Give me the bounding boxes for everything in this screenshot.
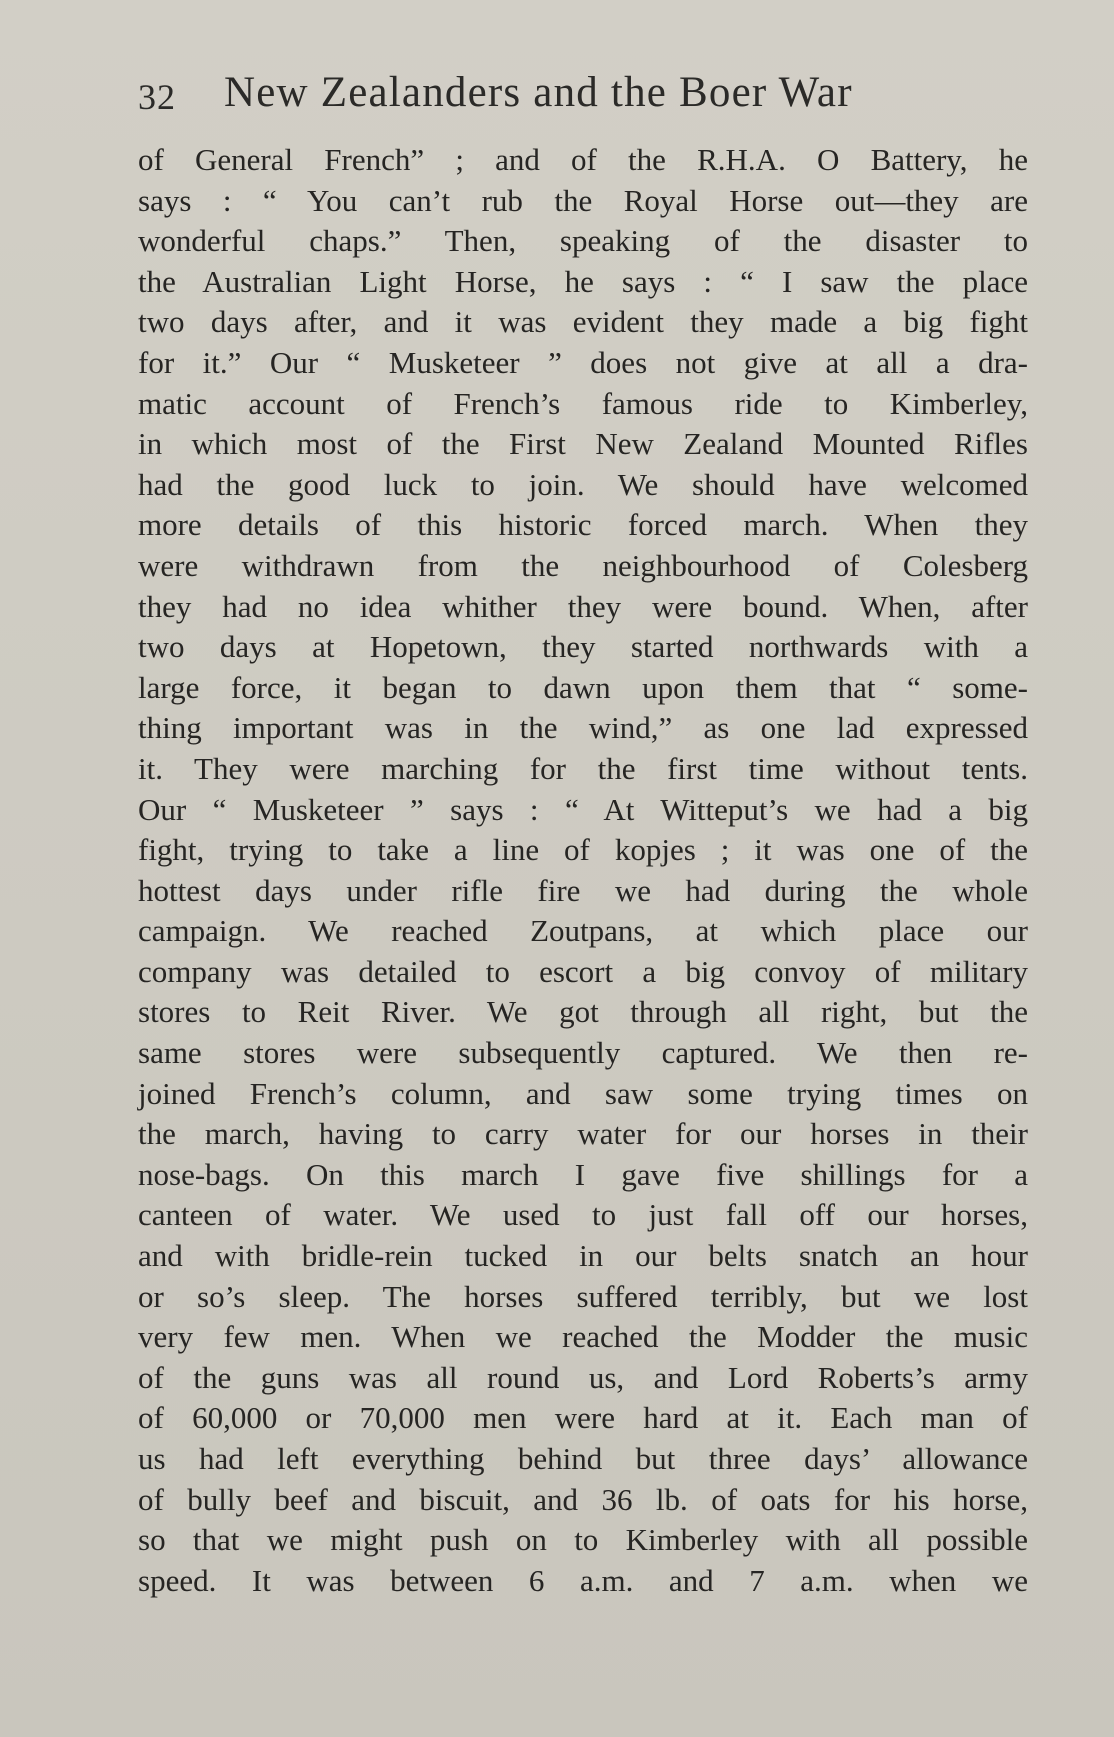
text-line: very few men. When we reached the Modder the music [138, 1319, 1028, 1355]
text-line: same stores were subsequently captured. We then re- [138, 1035, 1028, 1071]
text-line: joined French’s column, and saw some trying times on [138, 1075, 1028, 1111]
text-line: or so’s sleep. The horses suffered terribly, but we lost [138, 1278, 1028, 1314]
text-line: matic account of French’s famous ride to Kimberley, [138, 385, 1028, 421]
text-line: of bully beef and biscuit, and 36 lb. of oats for his horse, [138, 1481, 1028, 1517]
page-header [138, 68, 958, 128]
text-line: for it.” Our “ Musketeer ” does not give at all a dra- [138, 344, 1028, 380]
text-line: stores to Reit River. We got through all right, but the [138, 994, 1028, 1030]
text-line: says : “ You can’t rub the Royal Horse out—they are [138, 182, 1028, 218]
text-line: they had no idea whither they were bound. When, after [138, 588, 1028, 624]
text-line: company was detailed to escort a big convoy of military [138, 953, 1028, 989]
text-line: were withdrawn from the neighbourhood of Colesberg [138, 547, 1028, 583]
text-line: large force, it began to dawn upon them that “ some- [138, 669, 1028, 705]
text-line: two days at Hopetown, they started northwards with a [138, 629, 1028, 665]
text-line: had the good luck to join. We should have welcomed [138, 466, 1028, 502]
body-text [138, 140, 1028, 1601]
text-line: canteen of water. We used to just fall off our horses, [138, 1197, 1028, 1233]
text-line: Our “ Musketeer ” says : “ At Witteput’s we had a big [138, 791, 1028, 827]
text-line: of the guns was all round us, and Lord Roberts’s army [138, 1359, 1028, 1395]
text-line: the Australian Light Horse, he says : “ I saw the place [138, 263, 1028, 299]
text-line: two days after, and it was evident they made a big fight [138, 304, 1028, 340]
text-line: in which most of the First New Zealand Mounted Rifles [138, 426, 1028, 462]
text-line: hottest days under rifle fire we had during the whole [138, 872, 1028, 908]
text-line: thing important was in the wind,” as one lad expressed [138, 710, 1028, 746]
text-line: wonderful chaps.” Then, speaking of the disaster to [138, 223, 1028, 259]
text-line: the march, having to carry water for our horses in their [138, 1116, 1028, 1152]
text-line: of 60,000 or 70,000 men were hard at it. Each man of [138, 1400, 1028, 1436]
text-line: fight, trying to take a line of kopjes ; it was one of the [138, 832, 1028, 868]
page-number: 32 [138, 77, 176, 117]
running-head: New Zealanders and the Boer War [224, 69, 853, 116]
text-line: speed. It was between 6 a.m. and 7 a.m. when we [138, 1562, 1028, 1598]
text-line: us had left everything behind but three days’ allowance [138, 1441, 1028, 1476]
text-line: more details of this historic forced march. When they [138, 507, 1028, 543]
text-line: so that we might push on to Kimberley with all possible [138, 1522, 1028, 1558]
text-line: and with bridle-rein tucked in our belts snatch an hour [138, 1238, 1028, 1274]
text-line: campaign. We reached Zoutpans, at which place our [138, 913, 1028, 949]
text-line: of General French” ; and of the R.H.A. O Battery, he [138, 142, 1028, 177]
text-line: nose-bags. On this march I gave five shillings for a [138, 1156, 1028, 1192]
text-line: it. They were marching for the first time without tents. [138, 750, 1028, 786]
